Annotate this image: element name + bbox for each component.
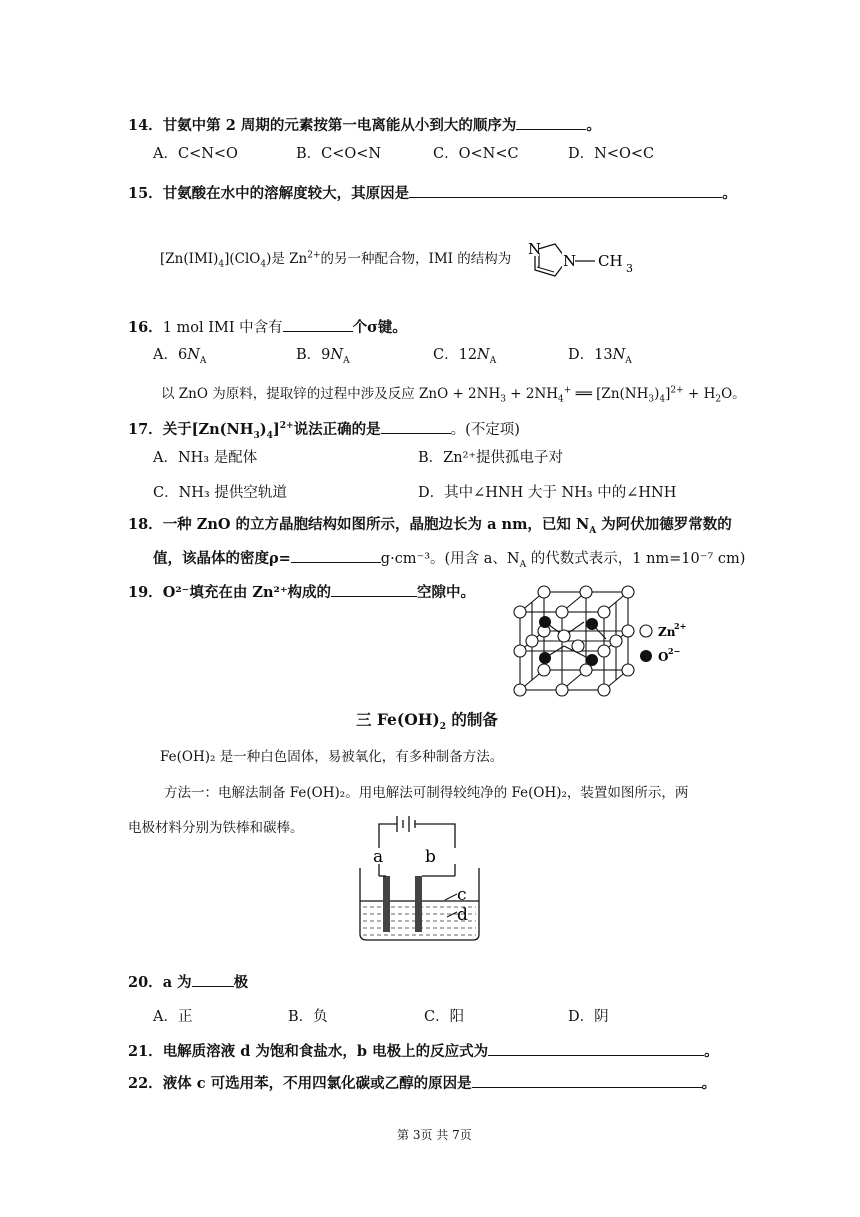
q17-text-c: ] (272, 421, 280, 438)
o-legend-label: O (658, 650, 669, 664)
q16-blank[interactable] (283, 317, 353, 332)
liquid-c-label: c (457, 885, 467, 905)
q22-blank[interactable] (472, 1073, 702, 1088)
q18-line1 (128, 513, 732, 536)
zno-intro-sup2: 2+ (670, 385, 684, 396)
page-footer: 第 3页 共 7页 (397, 1128, 472, 1142)
q21-stem (128, 1040, 719, 1061)
zno-intro-c: ══ [Zn(NH (571, 386, 649, 402)
o-legend-marker (640, 650, 652, 662)
q16-option-c-sub: A (489, 355, 497, 366)
zno-intro-s4: 4 (659, 394, 666, 405)
solution-d-label: d (457, 905, 468, 925)
q19-blank[interactable] (331, 582, 417, 597)
q18-line2-unit: g·cm⁻³。(用含 a、N (380, 551, 520, 567)
q22-stem (128, 1072, 716, 1093)
q18-line1-sub: A (589, 525, 597, 536)
q21-text: 电解质溶液 d 为饱和食盐水，b 电极上的反应式为 (162, 1043, 489, 1060)
q17-end: 。(不定项) (450, 422, 520, 438)
imi-structure (525, 236, 645, 288)
q16-option-a-na: N (187, 347, 200, 363)
q16-option-a[interactable] (153, 343, 206, 366)
electrolysis-apparatus-diagram (355, 808, 485, 948)
imi-intro-sub: 4 (218, 259, 225, 270)
electrode-a-label: a (373, 847, 384, 867)
zno-intro-b: + 2NH (505, 386, 559, 402)
q19-stem (128, 581, 475, 602)
electrode-b-label: b (425, 847, 436, 867)
q21-end: 。 (704, 1043, 719, 1060)
imi-intro-mid2: )是 Zn (266, 251, 308, 267)
q15-number: 15． (128, 185, 163, 202)
imi-ch-sub: 3 (626, 262, 633, 275)
q14-option-b[interactable]: B．C<O<N (296, 146, 382, 162)
imi-intro-sub-b: 4 (260, 259, 267, 270)
q20-option-a[interactable]: A．正 (153, 1009, 193, 1025)
zn-legend-sup: 2+ (674, 621, 687, 631)
zno-intro-g: O。 (721, 386, 746, 402)
zno-intro-f: + H (683, 386, 716, 402)
q22-number: 22． (128, 1075, 163, 1092)
zn-legend-label: Zn (658, 625, 676, 639)
zno-intro-s2: 4 (558, 394, 564, 405)
section-3-title-text: 三 Fe(OH) (356, 710, 440, 729)
q16-option-b-label: B．9 (296, 347, 331, 363)
q16-option-a-sub: A (199, 355, 207, 366)
q17-text-a: 关于[Zn(NH (162, 421, 254, 438)
zno-intro-s5: 2 (715, 394, 722, 405)
imi-ch-label: CH (598, 252, 623, 270)
q16-option-d-na: N (612, 347, 626, 363)
method1-line1: 方法一：电解法制备 Fe(OH)₂。用电解法可制得较纯净的 Fe(OH)₂，装置如图所示，两 (164, 785, 689, 801)
q14-end: 。 (586, 117, 601, 134)
q21-blank[interactable] (488, 1041, 704, 1056)
q15-text: 甘氨酸在水中的溶解度较大，其原因是 (162, 185, 410, 202)
q17-sub4: 4 (266, 430, 273, 441)
o-legend-sup: 2− (668, 646, 681, 656)
imi-intro-prefix: [Zn(IMI) (160, 251, 219, 267)
q20-option-b[interactable]: B．负 (288, 1009, 328, 1025)
q14-option-a[interactable]: A．C<N<O (153, 146, 238, 162)
q17-option-a[interactable]: A．NH₃ 是配体 (153, 450, 258, 466)
q18-number: 18． (128, 516, 163, 533)
q16-option-b[interactable] (296, 343, 350, 366)
q17-text-d: 说法正确的是 (293, 421, 381, 438)
q16-text-post: 个σ键。 (352, 319, 407, 336)
imi-n2-label: N (563, 252, 577, 270)
imi-intro-sup: 2+ (307, 250, 321, 261)
q20-option-d[interactable]: D．阴 (568, 1009, 609, 1025)
imi-intro-mid1: ](ClO (224, 251, 261, 267)
q16-option-d-sub: A (625, 355, 632, 366)
q16-option-d[interactable] (568, 343, 632, 366)
q18-line1-text: 一种 ZnO 的立方晶胞结构如图所示，晶胞边长为 a nm，已知 N (162, 516, 590, 533)
zno-intro-e: ] (665, 386, 671, 402)
q19-pre: O²⁻填充在由 Zn²⁺构成的 (162, 584, 332, 601)
q18-line1-end: 为阿伏加德罗常数的 (596, 516, 732, 533)
zno-intro-d: ) (654, 386, 660, 402)
q18-line2-end: 的代数式表示，1 nm=10⁻⁷ cm) (526, 551, 746, 567)
q17-text-b: ) (259, 421, 267, 438)
q16-option-a-label: A．6 (153, 347, 188, 363)
q20-pre: a 为 (162, 974, 192, 991)
section-3-title-end: 的制备 (446, 710, 498, 729)
q16-stem (128, 316, 407, 337)
q20-stem (128, 971, 248, 992)
imi-intro-suffix: 的另一种配合物，IMI 的结构为 (320, 251, 512, 267)
q18-blank[interactable] (291, 548, 381, 563)
zno-intro-s1: 3 (500, 394, 506, 405)
zno-intro-s3: 3 (648, 394, 655, 405)
q17-option-b[interactable]: B．Zn²⁺提供孤电子对 (418, 450, 564, 466)
q20-option-c[interactable]: C．阳 (424, 1009, 465, 1025)
zn-legend-marker (640, 625, 652, 637)
q17-stem (128, 418, 520, 441)
zno-unit-cell-diagram (508, 584, 708, 700)
q14-text: 甘氨中第 2 周期的元素按第一电离能从小到大的顺序为 (162, 117, 517, 134)
imi-intro (160, 247, 511, 270)
q16-option-c-na: N (477, 347, 490, 363)
q17-sub3: 3 (253, 430, 260, 441)
q18-line2 (153, 547, 745, 570)
zno-intro-a: 以 ZnO 为原料，提取锌的过程中涉及反应 ZnO + 2NH (161, 386, 501, 402)
zno-intro-sup1: + (563, 385, 572, 396)
q15-stem (128, 182, 737, 203)
zno-intro (161, 382, 746, 405)
section-3-title-sub: 2 (439, 722, 446, 733)
q20-number: 20． (128, 974, 163, 991)
q15-end: 。 (722, 185, 737, 202)
q16-option-c-label: C．12 (433, 347, 478, 363)
q16-text-pre: 1 mol IMI 中含有 (162, 320, 283, 336)
q18-line2-sub: A (519, 559, 527, 570)
q19-post: 空隙中。 (417, 584, 476, 601)
q20-post: 极 (233, 974, 249, 991)
q17-sup: 2+ (279, 421, 294, 432)
fe-intro: Fe(OH)₂ 是一种白色固体，易被氧化，有多种制备方法。 (160, 749, 504, 765)
q22-end: 。 (701, 1075, 717, 1092)
q20-blank[interactable] (192, 972, 234, 987)
q17-number: 17． (128, 421, 163, 438)
q14-number: 14． (128, 117, 163, 134)
q16-option-d-label: D．13 (568, 347, 613, 363)
q21-number: 21． (128, 1043, 163, 1060)
method1-line2: 电极材料分别为铁棒和碳棒。 (128, 820, 304, 836)
q16-number: 16． (128, 319, 163, 336)
q14-blank[interactable] (516, 115, 586, 130)
section-3-title (356, 708, 498, 732)
q14-option-c[interactable]: C．O<N<C (433, 146, 519, 162)
q17-blank[interactable] (381, 419, 451, 434)
imi-n1-label: N (528, 240, 542, 258)
q14-option-d[interactable]: D．N<O<C (568, 146, 655, 162)
q16-option-b-sub: A (343, 355, 350, 366)
q19-number: 19． (128, 584, 163, 601)
q16-option-c[interactable] (433, 343, 496, 366)
q18-line2-pre: 值，该晶体的密度ρ= (153, 550, 291, 567)
q17-option-d[interactable]: D．其中∠HNH 大于 NH₃ 中的∠HNH (418, 485, 677, 501)
q22-text: 液体 c 可选用苯，不用四氯化碳或乙醇的原因是 (162, 1075, 472, 1092)
q15-blank[interactable] (409, 183, 722, 198)
q16-option-b-na: N (330, 347, 344, 363)
q17-option-c[interactable]: C．NH₃ 提供空轨道 (153, 485, 287, 501)
q14-stem (128, 114, 601, 135)
